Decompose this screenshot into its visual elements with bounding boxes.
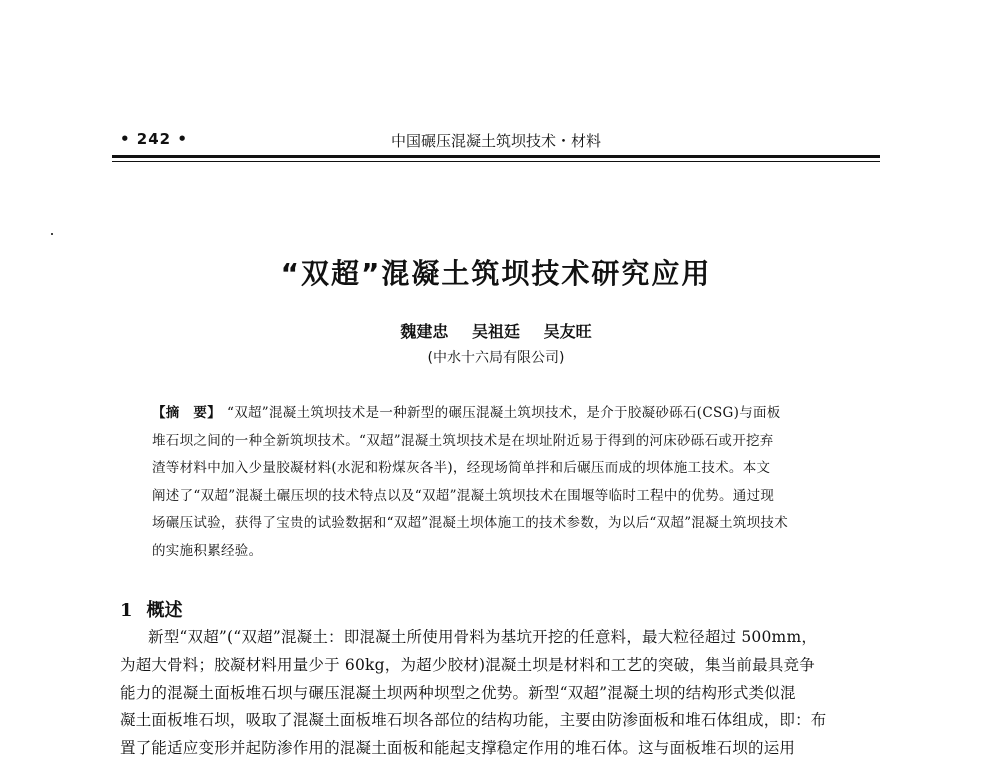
section-body — [120, 624, 890, 760]
abstract — [152, 400, 852, 566]
author-name: 魏建忠 — [400, 322, 449, 341]
body-line: 置了能适应变形并起防渗作用的混凝土面板和能起支撑稳定作用的堆石体。这与面板堆石坝的运用 — [120, 739, 796, 758]
header-rule-thin — [112, 161, 880, 162]
abstract-label: 【摘 要】 — [152, 405, 221, 421]
body-line: 新型“双超”(“双超”混凝土：即混凝土所使用骨料为基坑开挖的任意料，最大粒径超过 500mm， — [148, 628, 818, 646]
article-title: “双超”混凝土筑坝技术研究应用 — [280, 257, 712, 290]
abstract-line — [152, 400, 852, 428]
author-name: 吴友旺 — [543, 322, 592, 341]
page-number: • 242 • — [120, 130, 188, 148]
body-line: 为超大骨料；胶凝材料用量少于 60kg，为超少胶材)混凝土坝是材料和工艺的突破，集当前最具竞争 — [120, 655, 815, 674]
scan-speck — [51, 233, 53, 235]
section-title: 概述 — [146, 600, 183, 621]
section-number: 1 — [120, 600, 133, 621]
abstract-line: 场碾压试验，获得了宝贵的试验数据和“双超”混凝土坝体施工的技术参数，为以后“双超”混凝土筑坝技术 — [152, 515, 789, 532]
running-header — [112, 128, 880, 154]
abstract-line: 阐述了“双超”混凝土碾压坝的技术特点以及“双超”混凝土筑坝技术在围堰等临时工程中的优势。通过现 — [152, 487, 775, 504]
abstract-text: “双超”混凝土筑坝技术是一种新型的碾压混凝土筑坝技术，是介于胶凝砂砾石(CSG)与面板 — [227, 405, 781, 421]
author-list — [112, 319, 880, 342]
author-name: 吴祖廷 — [471, 322, 520, 341]
section-heading — [120, 596, 183, 622]
header-rule-thick — [112, 155, 880, 158]
body-line: 能力的混凝土面板堆石坝与碾压混凝土坝两种坝型之优势。新型“双超”混凝土坝的结构形式类似混 — [120, 683, 796, 702]
author-affiliation: (中水十六局有限公司) — [427, 350, 565, 366]
abstract-line: 堆石坝之间的一种全新筑坝技术。“双超”混凝土筑坝技术是在坝址附近易于得到的河床砂砾石或开挖弃 — [152, 432, 774, 449]
abstract-line: 渣等材料中加入少量胶凝材料(水泥和粉煤灰各半)，经现场简单拌和后碾压而成的坝体施工技术。本文 — [152, 460, 771, 477]
body-line: 凝土面板堆石坝，吸取了混凝土面板堆石坝各部位的结构功能，主要由防渗面板和堆石体组成，即：布 — [120, 711, 827, 730]
abstract-line: 的实施积累经验。 — [152, 542, 263, 559]
journal-title: 中国碾压混凝土筑坝技术・材料 — [390, 132, 601, 150]
